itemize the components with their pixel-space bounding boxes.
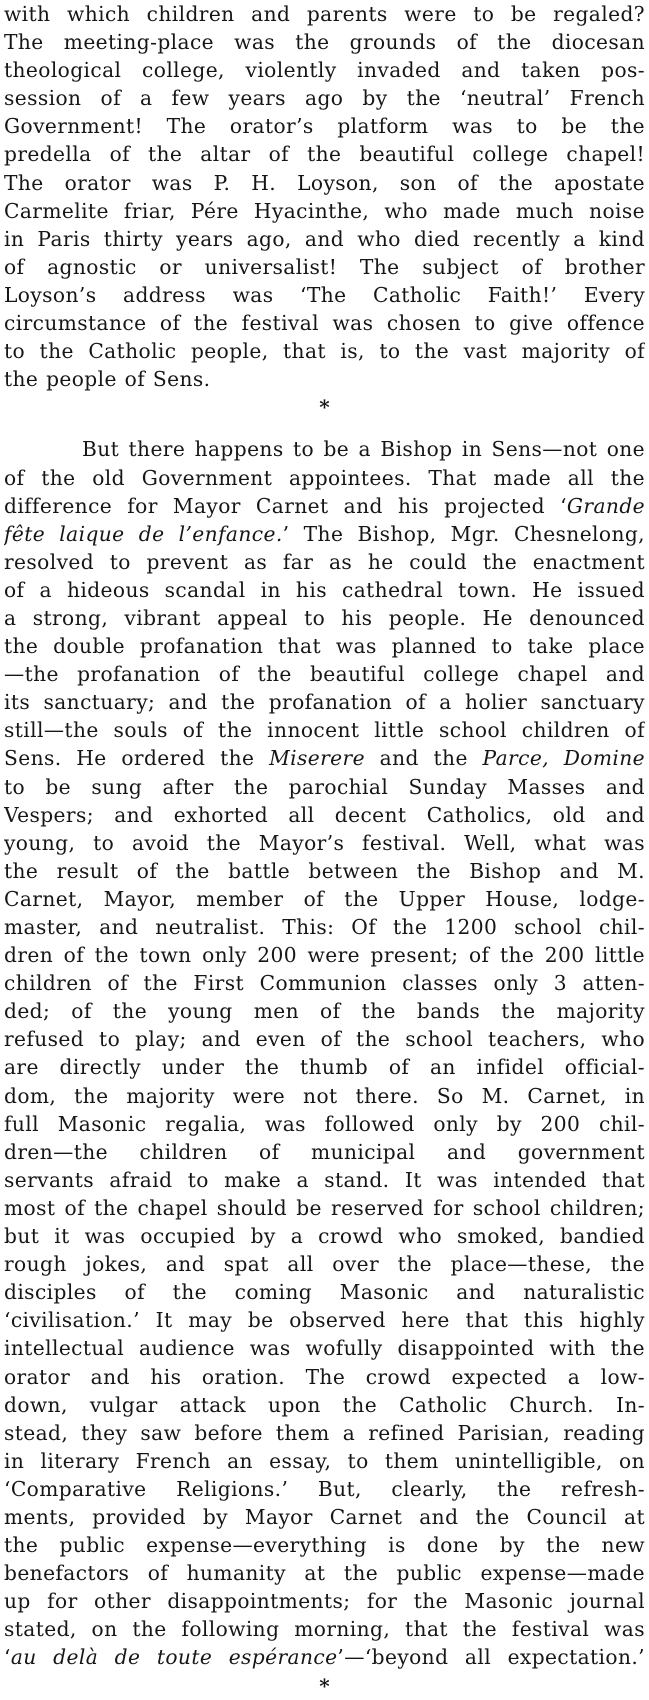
italic-quote: au delà de toute espérance: [10, 1645, 338, 1670]
text-line: dren of the town only 200 were present; of the 200 little: [4, 943, 645, 968]
text-line: benefactors of humanity at the public expense—made: [4, 1561, 645, 1586]
text-line: disciples of the coming Masonic and naturalistic: [4, 1280, 645, 1305]
italic-title: Grande: [566, 493, 645, 518]
text-line: dren—the children of municipal and government: [4, 1139, 645, 1164]
text-line: a strong, vibrant appeal to his people. He denounced: [4, 605, 645, 630]
text-line: its sanctuary; and the profanation of a holier sanctuary: [4, 690, 645, 715]
text-line: intellectual audience was wofully disappointed with the: [4, 1336, 645, 1361]
text-line: the result of the battle between the Bishop and M.: [4, 858, 645, 883]
paragraph-gap: [4, 421, 645, 435]
text-line: [4, 492, 645, 520]
text-line: master, and neutralist. This: Of the 1200 school chil-: [4, 915, 645, 939]
section-separator: *: [319, 395, 330, 420]
text-line: but it was occupied by a crowd who smoked, bandied: [4, 1224, 645, 1249]
text-line: of agnostic or universalist! The subject of brother: [4, 254, 645, 279]
text-line: But there happens to be a Bishop in Sens—not one: [82, 437, 645, 462]
text-line: the public expense—everything is done by the new: [4, 1533, 645, 1558]
text-line: Loyson’s address was ‘The Catholic Faith!’ Every: [4, 282, 645, 307]
italic-title: Parce, Domine: [482, 746, 645, 771]
text-line: circumstance of the festival was chosen to give offence: [4, 311, 645, 336]
text-line: with which children and parents were to be regaled?: [4, 2, 645, 26]
text-line: the people of Sens.: [4, 367, 211, 392]
text-line: Vespers; and exhorted all decent Catholics, old and: [4, 802, 645, 827]
text-line: [4, 744, 645, 772]
text-line: —the profanation of the beautiful college chapel and: [4, 662, 645, 687]
text-line: up for other disappointments; for the Masonic journal: [4, 1589, 645, 1614]
text-line: orator and his oration. The crowd expected a low-: [4, 1364, 645, 1389]
text-line: to the Catholic people, that is, to the vast majority of: [4, 339, 645, 364]
text-segment: Sens. He ordered the: [4, 746, 270, 771]
text-line: Government! The orator’s platform was to be the: [4, 114, 645, 139]
paragraph-1: [4, 0, 645, 393]
text-line: down, vulgar attack upon the Catholic Church. In-: [4, 1392, 645, 1417]
text-segment: ’ The Bishop, Mgr. Chesnelong,: [282, 521, 645, 546]
text-line: refused to play; and even of the school teachers, who: [4, 1027, 645, 1052]
text-line: servants afraid to make a stand. It was intended that: [4, 1167, 645, 1192]
section-separator: *: [319, 1673, 330, 1698]
text-segment: and the: [364, 746, 483, 771]
text-line: predella of the altar of the beautiful college chapel!: [4, 142, 645, 167]
text-line: dom, the majority were not there. So M. Carnet, in: [4, 1083, 645, 1108]
italic-title: fête laique de l’enfance.: [4, 521, 283, 546]
text-line: still—the souls of the innocent little school children of: [4, 718, 645, 743]
text-line: ded; of the young men of the bands the majority: [4, 999, 645, 1024]
text-line: of the old Government appointees. That made all the: [4, 465, 645, 490]
text-line: [4, 1643, 645, 1671]
text-line: stated, on the following morning, that the festival was: [4, 1617, 645, 1642]
paragraph-2: [4, 435, 645, 1671]
text-line: session of a few years ago by the ‘neutral’ French: [4, 86, 645, 111]
text-line: resolved to prevent as far as he could the enactment: [4, 549, 645, 574]
text-line: of a hideous scandal in his cathedral town. He issued: [4, 577, 645, 602]
text-line: Carmelite friar, Pére Hyacinthe, who made much noise: [4, 198, 645, 223]
text-line: ‘civilisation.’ It may be observed here that this highly: [4, 1308, 645, 1333]
text-line: in literary French an essay, to them unintelligible, on: [4, 1448, 645, 1473]
text-line: ments, provided by Mayor Carnet and the Council at: [4, 1504, 645, 1529]
text-line: children of the First Communion classes only 3 atten-: [4, 971, 645, 996]
text-line: ‘Comparative Religions.’ But, clearly, the refresh-: [4, 1476, 645, 1501]
text-line: theological college, violently invaded and taken pos-: [4, 58, 645, 83]
text-segment: ’—‘beyond all expectation.’: [337, 1645, 645, 1670]
text-line: are directly under the thumb of an infidel official-: [4, 1055, 645, 1080]
text-line: stead, they saw before them a refined Parisian, reading: [4, 1420, 645, 1445]
text-segment: ‘: [4, 1645, 11, 1670]
text-line: young, to avoid the Mayor’s festival. Well, what was: [4, 830, 645, 855]
text-line: full Masonic regalia, was followed only by 200 chil-: [4, 1111, 645, 1136]
text-line: The orator was P. H. Loyson, son of the apostate: [4, 170, 645, 195]
text-line: Carnet, Mayor, member of the Upper House, lodge-: [4, 886, 645, 911]
text-line: most of the chapel should be reserved for school children;: [4, 1195, 645, 1220]
text-line: The meeting-place was the grounds of the diocesan: [4, 30, 645, 55]
article-page: [4, 0, 645, 1700]
text-line: in Paris thirty years ago, and who died recently a kind: [4, 226, 645, 251]
text-line: rough jokes, and spat all over the place—these, the: [4, 1252, 645, 1277]
text-line: the double profanation that was planned to take place: [4, 634, 645, 659]
italic-title: Miserere: [269, 746, 365, 771]
text-line: [4, 520, 645, 548]
text-segment: difference for Mayor Carnet and his projected ‘: [4, 493, 567, 518]
text-line: to be sung after the parochial Sunday Masses and: [4, 774, 645, 799]
